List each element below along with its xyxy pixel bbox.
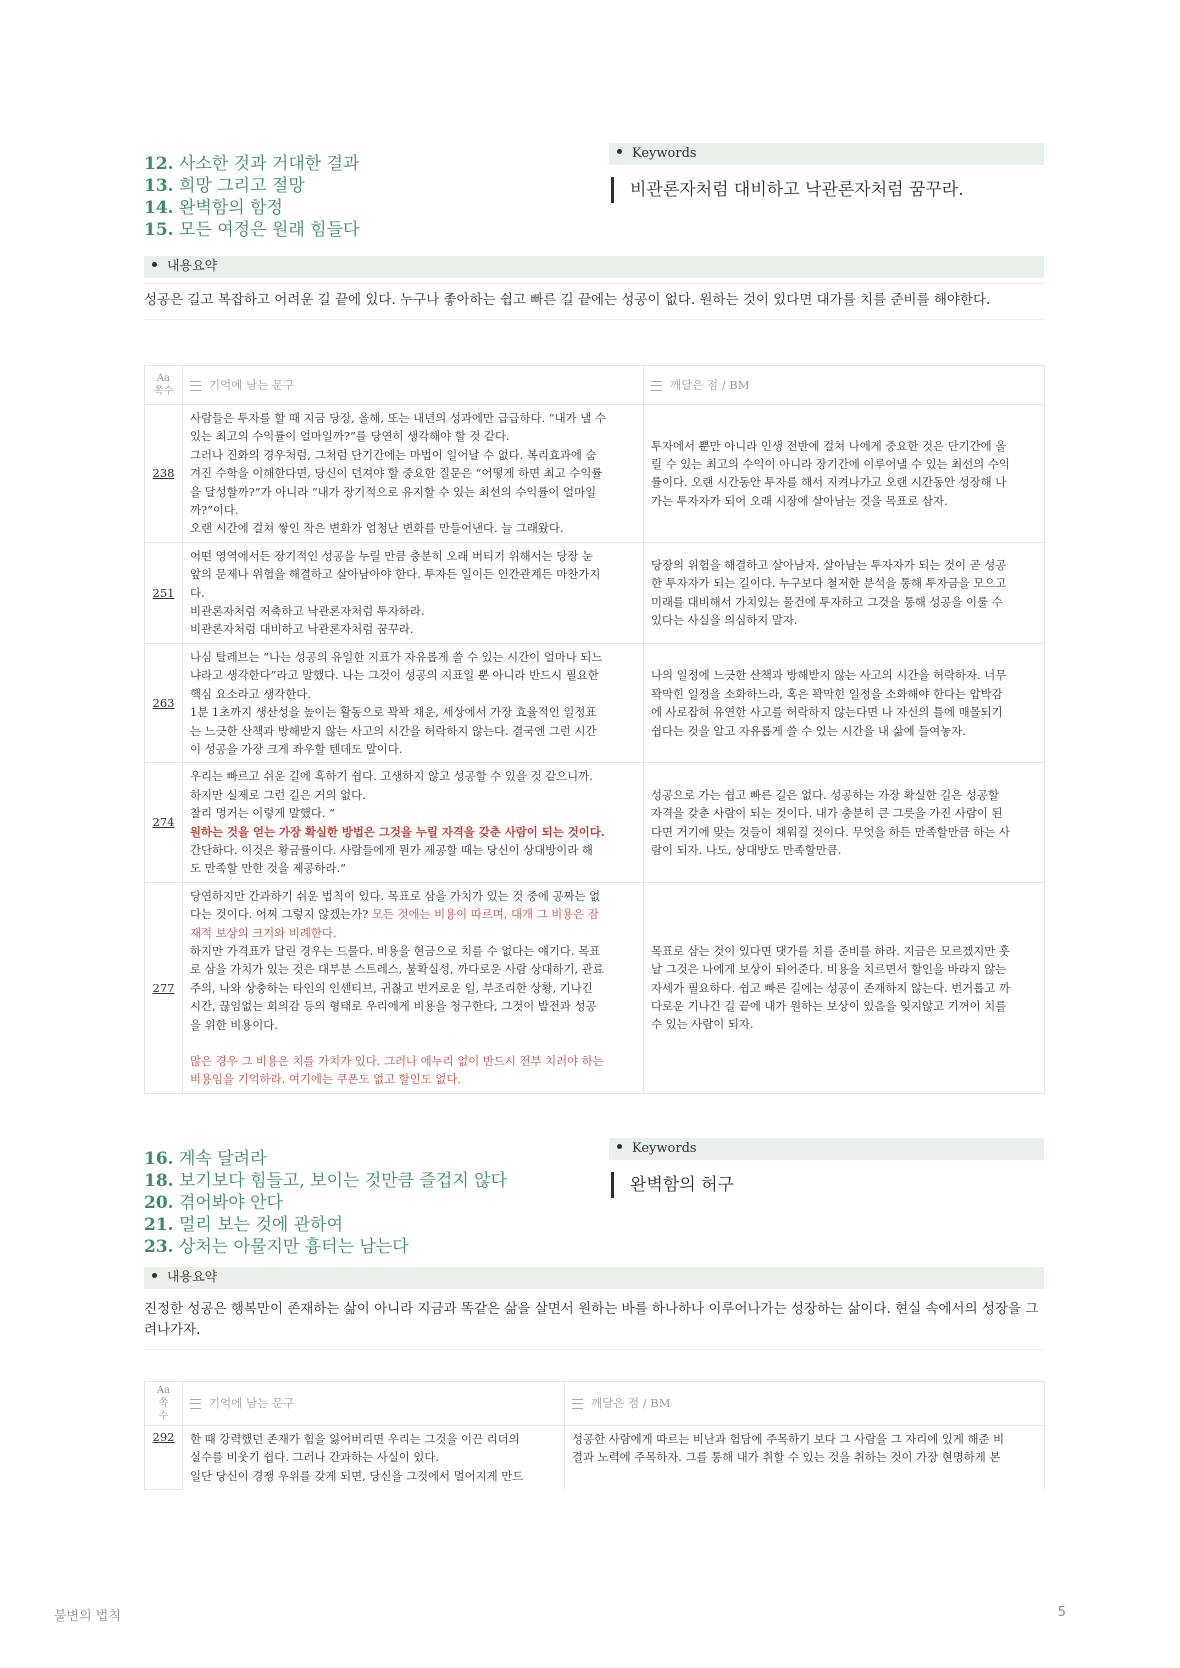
quote-cell[interactable]: 우리는 빠르고 쉬운 길에 혹하기 쉽다. 고생하지 않고 성공할 수 있을 것 같으니까. 하지만 실제로 그런 길은 거의 없다. 찰리 멍거는 이렇게 말했다. “ 원하는 것을 얻는 가장 확실한 방법은 그것을 누릴 자격을 갖춘 사람이 되는 것이다. 간단하다. 이것은 황금률이다. 사람들에게 뭔가 제공할 때는 당신이 상대방이라 해 도 만족할 만한 것을 제공하라.” <box>183 763 644 882</box>
keywords-block <box>609 1138 1044 1198</box>
quote-cell[interactable]: 당연하지만 간과하기 쉬운 법칙이 있다. 목표로 삼을 가치가 있는 것 중에 공짜는 없 다는 것이다. 어찌 그렇지 않겠는가? 모든 것에는 비용이 따르며, 대개 그 비용은 잠 재적 보상의 크기와 비례한다. 하지만 가격표가 달린 경우는 드물다. 비용을 현금으로 치를 수 없다는 얘기다. 목표 로 삼을 가치가 있는 것은 대부분 스트레스, 불확실성, 까다로운 사람 상대하기, 관료 주의, 나와 상충하는 타인의 인센티브, 귀찮고 번거로운 일, 부조리한 상황, 기나긴 시간, 끊임없는 회의감 등의 형태로 우리에게 비용을 청구한다, 그것이 발전과 성공 을 위한 비용이다. 많은 경우 그 비용은 치를 가치가 있다. 그러나 에누리 없이 반드시 전부 치러야 하는 비용임을 기억하라. 여기에는 쿠폰도 없고 할인도 없다. <box>183 882 644 1093</box>
column-header-quote[interactable]: 기억에 남는 문구 <box>183 366 644 405</box>
table-row[interactable] <box>145 882 1045 1093</box>
quote-cell[interactable]: 한 때 강력했던 존재가 힘을 잃어버리면 우리는 그것을 이끈 리더의 실수를 비웃기 쉽다. 그러나 간과하는 사실이 있다. 일단 당신이 경쟁 우위를 갖게 되면, 당신을 그것에서 멀어지게 만드 <box>183 1426 565 1490</box>
text-property-icon <box>190 381 201 391</box>
quote-cell[interactable]: 사람들은 투자를 할 때 지금 당장, 올해, 또는 내년의 성과에만 급급하다. “내가 낼 수 있는 최고의 수익률이 얼마일까?”를 당연히 생각해야 할 것 같다. 그러나 진화의 경우처럼, 그처럼 단기간에는 마법이 일어날 수 없다. 복리효과에 숨 겨진 수학을 이해한다면, 당신이 던져야 할 중요한 질문은 “어떻게 하면 최고 수익률 을 달성할까?”가 아니라 “내가 장기적으로 유지할 수 있는 최선의 수익률이 얼마일 까?”이다. 오랜 시간에 걸쳐 쌓인 작은 변화가 엄청난 변화를 만들어낸다. 늘 그래왔다. <box>183 405 644 543</box>
quote-cell[interactable]: 어떤 영역에서든 장기적인 성공을 누릴 만큼 충분히 오래 버티기 위해서는 당장 눈 앞의 문제나 위험을 해결하고 살아남아야 한다. 투자든 일이든 인간관계든 마찬가지 다. 비관론자처럼 저축하고 낙관론자처럼 투자하라. 비관론자처럼 대비하고 낙관론자처럼 꿈꾸라. <box>183 542 644 643</box>
table-header-row <box>145 1382 1045 1426</box>
insight-cell[interactable]: 투자에서 뿐만 아니라 인생 전반에 걸쳐 나에게 중요한 것은 단기간에 올 릴 수 있는 최고의 수익이 아니라 장기간에 이루어낼 수 있는 최선의 수익 률이다. 오랜 시간동안 투자를 해서 지켜나가고 오랜 시간동안 성장해 나 가는 투자자가 되어 오래 시장에 살아남는 것을 목표로 삼자. <box>644 405 1045 543</box>
chapter-title: 14. 완벽함의 함정 <box>144 198 283 218</box>
keywords-toggle[interactable]: Keywords <box>609 143 1044 165</box>
bullet-icon <box>617 149 622 154</box>
highlighted-quote: 원하는 것을 얻는 가장 확실한 방법은 그것을 누릴 자격을 갖춘 사람이 되는 것이다. <box>190 824 605 839</box>
summary-text: 성공은 길고 복잡하고 어려운 길 끝에 있다. 누구나 좋아하는 쉽고 빠른 길 끝에는 성공이 없다. 원하는 것이 있다면 대가를 치를 준비를 해야한다. <box>144 283 1044 320</box>
column-header-page[interactable]: Aa 쪽수 <box>145 366 183 405</box>
chapter-title: 21. 멀리 보는 것에 관하여 <box>144 1215 343 1235</box>
column-header-insight[interactable]: 깨달은 점 / BM <box>565 1382 1045 1426</box>
text-property-icon <box>651 381 662 391</box>
text-property-icon <box>572 1399 583 1409</box>
page-number: 5 <box>1057 1605 1066 1620</box>
insight-cell[interactable]: 성공으로 가는 쉽고 빠른 길은 없다. 성공하는 가장 확실한 길은 성공할 자격을 갖춘 사람이 되는 것이다. 내가 충분히 큰 그릇을 가진 사람이 된 다면 거기에 맞는 것들이 채워질 것이다. 무엇을 하든 만족할만큼 하는 사 람이 되자. 나도, 상대방도 만족할만큼. <box>644 763 1045 882</box>
page-cell[interactable]: 277 <box>145 882 183 1093</box>
page-cell[interactable]: 274 <box>145 763 183 882</box>
chapter-title: 20. 겪어봐야 안다 <box>144 1193 283 1213</box>
table-row[interactable] <box>145 542 1045 643</box>
highlighted-quote: 재적 보상의 크기와 비례한다. <box>190 925 337 940</box>
table-row[interactable] <box>145 1426 1045 1490</box>
chapter-titles <box>144 153 604 241</box>
summary-block <box>144 1267 1044 1289</box>
table-row[interactable] <box>145 763 1045 882</box>
chapter-titles <box>144 1148 604 1258</box>
text-property-icon <box>190 1399 201 1409</box>
summary-toggle[interactable]: 내용요약 <box>144 256 1044 278</box>
keywords-quote: 비관론자처럼 대비하고 낙관론자처럼 꿈꾸라. <box>611 177 1044 203</box>
column-header-page[interactable]: Aa 쪽 수 <box>145 1382 183 1426</box>
quote-cell[interactable]: 나심 탈레브는 “나는 성공의 유일한 지표가 자유롭게 쓸 수 있는 시간이 얼마나 되느 냐라고 생각한다”라고 말했다. 나는 그것이 성공의 지표일 뿐 아니라 반드시 필요한 핵심 요소라고 생각한다. 1분 1초까지 생산성을 높이는 활동으로 꽉꽉 채운, 세상에서 가장 효율적인 일정표 는 느긋한 산책과 방해받지 않는 사고의 시간을 허락하지 않는다. 결국엔 그런 시간 이 성공을 가장 크게 좌우할 텐데도 말이다. <box>183 643 644 762</box>
chapter-title: 18. 보기보다 힘들고, 보이는 것만큼 즐겁지 않다 <box>144 1171 508 1191</box>
page-cell[interactable]: 292 <box>145 1426 183 1490</box>
summary-toggle[interactable]: 내용요약 <box>144 1267 1044 1289</box>
notes-table <box>144 1381 1045 1490</box>
keywords-toggle[interactable]: Keywords <box>609 1138 1044 1160</box>
insight-cell[interactable]: 당장의 위험을 해결하고 살아남자. 살아남는 투자자가 되는 것이 곧 성공 한 투자자가 되는 길이다. 누구보다 철저한 분석을 통해 투자금을 모으고 미래를 대비해서 가치있는 물건에 투자하고 그것을 통해 성공을 이룰 수 있다는 사실을 의심하지 말자. <box>644 542 1045 643</box>
bullet-icon <box>152 1273 157 1278</box>
summary-block <box>144 256 1044 278</box>
highlighted-quote: 비용임을 기억하라. 여기에는 쿠폰도 없고 할인도 없다. <box>190 1072 462 1087</box>
bullet-icon <box>617 1144 622 1149</box>
table-header-row <box>145 366 1045 405</box>
insight-cell[interactable]: 목표로 삼는 것이 있다면 댓가를 치를 준비를 하라. 지금은 모르겠지만 훗 날 그것은 나에게 보상이 되어준다. 비용을 치르면서 할인을 바라지 않는 자세가 필요하다. 쉽고 빠른 길에는 성공이 존재하지 않는다. 번거롭고 까 다로운 기나긴 길 끝에 내가 원하는 보상이 있음을 잊지않고 기꺼이 치를 수 있는 사람이 되자. <box>644 882 1045 1093</box>
highlighted-quote: 모든 것에는 비용이 따르며, 대개 그 비용은 잠 <box>371 907 599 922</box>
insight-cell[interactable]: 성공한 사람에게 따르는 비난과 험담에 주목하기 보다 그 사람을 그 자리에 있게 해준 비 결과 노력에 주목하자. 그를 통해 내가 취할 수 있는 것을 취하는 것이 가장 현명하게 본 <box>565 1426 1045 1490</box>
chapter-title: 23. 상처는 아물지만 흉터는 남는다 <box>144 1237 409 1257</box>
chapter-title: 16. 계속 달려라 <box>144 1149 267 1169</box>
keywords-quote: 완벽함의 허구 <box>611 1172 1044 1198</box>
column-header-quote[interactable]: 기억에 남는 문구 <box>183 1382 565 1426</box>
bullet-icon <box>152 262 157 267</box>
notes-table <box>144 365 1045 1094</box>
column-header-insight[interactable]: 깨달은 점 / BM <box>644 366 1045 405</box>
insight-cell[interactable]: 나의 일정에 느긋한 산책과 방해받지 않는 사고의 시간을 허락하자. 너무 꽉막힌 일정을 소화하느라, 혹은 꽉막힌 일정을 소화해야 한다는 압박감 에 사로잡혀 유연한 사고를 허락하지 않는다면 나 자신의 틀에 매몰되기 쉽다는 것을 알고 자유롭게 쓸 수 있는 시간을 내 삶에 들여놓자. <box>644 643 1045 762</box>
highlighted-quote: 많은 경우 그 비용은 치를 가치가 있다. 그러나 에누리 없이 반드시 전부 치러야 하는 <box>190 1054 604 1068</box>
chapter-title: 12. 사소한 것과 거대한 결과 <box>144 154 360 174</box>
table-row[interactable] <box>145 405 1045 543</box>
chapter-title: 15. 모든 여정은 원래 힘들다 <box>144 220 360 240</box>
page-cell[interactable]: 251 <box>145 542 183 643</box>
page-cell[interactable]: 263 <box>145 643 183 762</box>
chapter-title: 13. 희망 그리고 절망 <box>144 176 305 196</box>
summary-text: 진정한 성공은 행복만이 존재하는 삶이 아니라 지금과 똑같은 삶을 살면서 원하는 바를 하나하나 이루어나가는 성장하는 삶이다. 현실 속에서의 성장을 그려나가자. <box>144 1293 1044 1350</box>
footer-title: 불변의 법칙 <box>54 1609 121 1624</box>
keywords-block <box>609 143 1044 203</box>
page-cell[interactable]: 238 <box>145 405 183 543</box>
table-row[interactable] <box>145 643 1045 762</box>
